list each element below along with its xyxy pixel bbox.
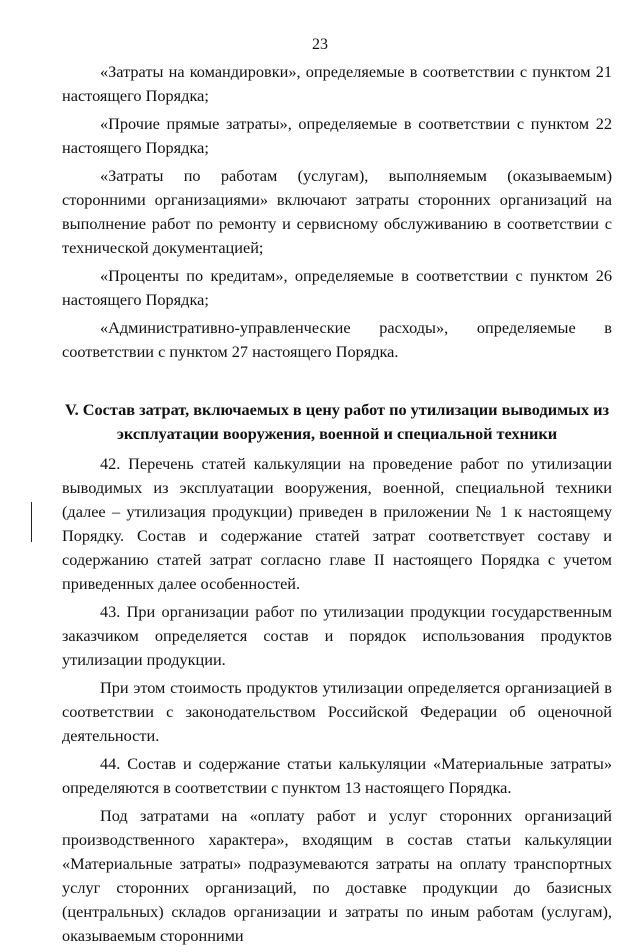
paragraph-43-valuation: При этом стоимость продуктов утилизации определяется организацией в соответствии с законодательством Российской Федерации об оценочной деятельности.: [62, 678, 612, 745]
paragraph-other-direct-costs: «Прочие прямые затраты», определяемые в соответствии с пунктом 22 настоящего Порядка;: [62, 114, 612, 157]
paragraph-42: 42. Перечень статей калькуляции на проведение работ по утилизации выводимых из эксплуатации вооружения, военной, специальной техники (далее – утилизация продукции) приведен в приложении № 1 к настоящему Порядку. Состав и содержание статей затрат соответствует составу и содержанию статей затрат согласно главе II настоящего Порядка с учетом приведенных далее особенностей.: [62, 454, 612, 593]
document-body: [62, 60, 612, 952]
section-heading: V. Состав затрат, включаемых в цену работ по утилизации выводимых из эксплуатации вооружения, военной и специальной техники: [64, 400, 610, 443]
paragraph-loan-interest: «Проценты по кредитам», определяемые в соответствии с пунктом 26 настоящего Порядка;: [62, 266, 612, 309]
margin-change-bar: [31, 502, 32, 542]
paragraph-third-party-works: «Затраты по работам (услугам), выполняемым (оказываемым) сторонними организациями» включают затраты сторонних организаций на выполнение работ по ремонту и сервисному обслуживанию в соответствии с технической документацией;: [62, 166, 612, 257]
page-number: 23: [312, 36, 328, 53]
paragraph-admin-expenses: «Административно-управленческие расходы», определяемые в соответствии с пунктом 27 настоящего Порядка.: [62, 318, 612, 361]
paragraph-44-services: Под затратами на «оплату работ и услуг сторонних организаций производственного характера», входящим в состав статьи калькуляции «Материальные затраты» подразумеваются затраты на оплату транспортных услуг сторонних организаций, по доставке продукции до базисных (центральных) складов организации и затраты по иным работам (услугам), оказываемым сторонними: [62, 806, 612, 945]
paragraph-business-trips: «Затраты на командировки», определяемые в соответствии с пунктом 21 настоящего Порядка;: [62, 62, 612, 105]
paragraph-44: 44. Состав и содержание статьи калькуляции «Материальные затраты» определяются в соответствии с пунктом 13 настоящего Порядка.: [62, 754, 612, 797]
paragraph-43: 43. При организации работ по утилизации продукции государственным заказчиком определяется состав и порядок использования продуктов утилизации продукции.: [62, 602, 612, 669]
